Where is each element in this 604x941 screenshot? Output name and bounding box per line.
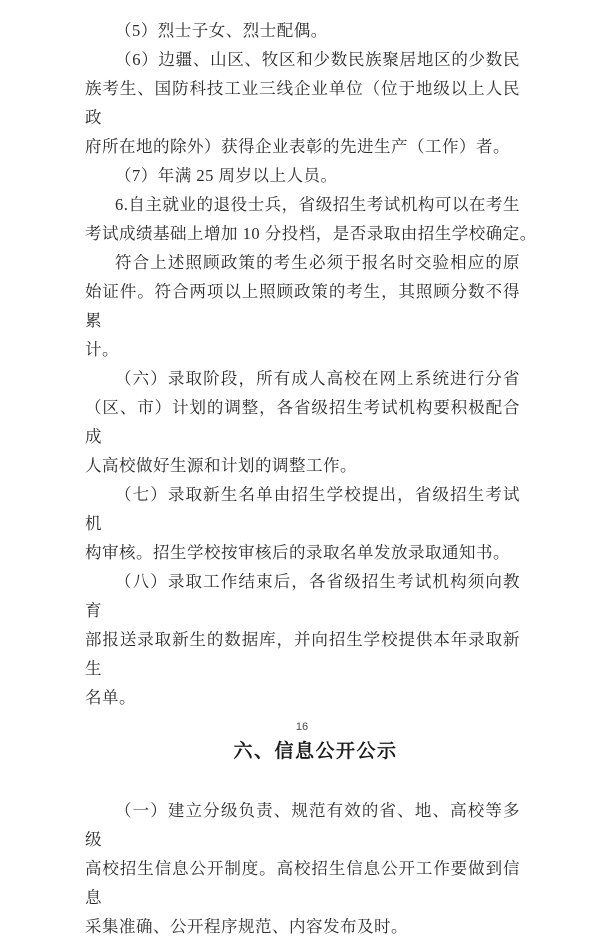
- document-body: [85, 16, 537, 941]
- page-number: 16: [295, 721, 309, 733]
- text-line: 人高校做好生源和计划的调整工作。: [85, 456, 357, 475]
- section-heading: 六、信息公开公示: [233, 741, 398, 762]
- text-line: （八）录取工作结束后，各省级招生考试机构须向教育: [85, 572, 520, 620]
- text-line: （区、市）计划的调整，各省级招生考试机构要积极配合成: [85, 398, 520, 446]
- text-line: （七）录取新生名单由招生学校提出，省级招生考试机: [85, 485, 520, 533]
- text-line: 族考生、国防科技工业三线企业单位（位于地级以上人民政: [85, 79, 520, 127]
- text-line: 府所在地的除外）获得企业表彰的先进生产（工作）者。: [85, 137, 510, 156]
- text-line: 始证件。符合两项以上照顾政策的考生，其照顾分数不得累: [85, 282, 520, 330]
- text-line: （7）年满 25 周岁以上人员。: [115, 166, 338, 185]
- text-line: （一）建立分级负责、规范有效的省、地、高校等多级: [85, 801, 520, 849]
- text-line: 采集准确、公开程序规范、内容发布及时。: [85, 917, 408, 936]
- text-line: （6）边疆、山区、牧区和少数民族聚居地区的少数民: [115, 50, 520, 69]
- text-line: 高校招生信息公开制度。高校招生信息公开工作要做到信息: [85, 859, 520, 907]
- text-line: 计。: [85, 340, 119, 359]
- text-line: 部报送录取新生的数据库，并向招生学校提供本年录取新生: [85, 630, 520, 678]
- text-line: 符合上述照顾政策的考生必须于报名时交验相应的原: [115, 253, 520, 272]
- text-line: （5）烈士子女、烈士配偶。: [115, 21, 328, 40]
- text-line: 名单。: [85, 688, 136, 707]
- text-line: 考试成绩基础上增加 10 分投档，是否录取由招生学校确定。: [85, 224, 537, 243]
- text-line: 构审核。招生学校按审核后的录取名单发放录取通知书。: [85, 543, 510, 562]
- text-line: 6.自主就业的退役士兵，省级招生考试机构可以在考生: [115, 195, 520, 214]
- text-line: （六）录取阶段，所有成人高校在网上系统进行分省: [115, 369, 520, 388]
